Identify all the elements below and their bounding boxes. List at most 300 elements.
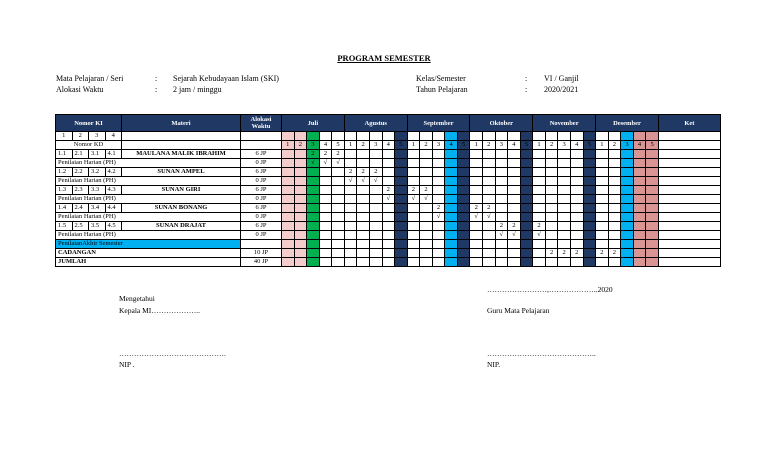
- week-cell: [470, 195, 483, 204]
- colon: :: [525, 85, 528, 94]
- kd-number: 2.1: [72, 150, 89, 159]
- materi-title: SUNAN GIRI: [122, 186, 241, 195]
- week-cell: [344, 195, 357, 204]
- week-cell: [407, 213, 420, 222]
- week-cell: [344, 258, 357, 267]
- week-cell: [621, 231, 634, 240]
- alokasi-value: 6 JP: [241, 186, 282, 195]
- week-cell: [457, 195, 470, 204]
- week-cell: [282, 186, 295, 195]
- week-cell: [558, 159, 571, 168]
- nomor-kd-label: Nomor KD: [56, 141, 122, 150]
- week-cell: [608, 195, 621, 204]
- week-cell: √: [357, 177, 370, 186]
- week-cell: [621, 258, 634, 267]
- summary-label: JUMLAH: [56, 258, 241, 267]
- week-cell: [357, 159, 370, 168]
- ket-cell: [658, 159, 720, 168]
- alokasi-value: [241, 240, 282, 249]
- week-cell: [294, 159, 307, 168]
- week-cell: [545, 213, 558, 222]
- week-cell: [369, 258, 382, 267]
- week-cell: [483, 222, 496, 231]
- week-cell: [307, 168, 320, 177]
- week-cell: [583, 159, 596, 168]
- week-cell: [395, 249, 408, 258]
- sign-right-nip: NIP.: [487, 360, 501, 369]
- week-cell: [483, 195, 496, 204]
- week-cell: [495, 204, 508, 213]
- week-cell: [445, 222, 458, 231]
- week-cell: [608, 222, 621, 231]
- week-cell: 2: [407, 186, 420, 195]
- week-cell: [282, 240, 295, 249]
- week-cell: [319, 195, 332, 204]
- ket-cell: [658, 168, 720, 177]
- week-cell: [633, 213, 646, 222]
- week-cell: [545, 204, 558, 213]
- week-cell: [495, 240, 508, 249]
- week-cell: [369, 240, 382, 249]
- week-cell: [307, 240, 320, 249]
- week-cell: [646, 132, 659, 141]
- week-cell: √: [483, 213, 496, 222]
- week-cell: [307, 258, 320, 267]
- document-title: PROGRAM SEMESTER: [337, 53, 431, 63]
- week-cell: [357, 222, 370, 231]
- penilaian-harian-label: Penilaian Harian (PH): [56, 231, 241, 240]
- week-cell: [407, 132, 420, 141]
- tahun-value: 2020/2021: [544, 85, 579, 94]
- week-cell: [533, 195, 546, 204]
- week-cell: [470, 222, 483, 231]
- week-cell: [382, 159, 395, 168]
- week-cell: [621, 159, 634, 168]
- week-cell: [545, 222, 558, 231]
- ket-cell: [658, 150, 720, 159]
- week-cell: [457, 186, 470, 195]
- week-cell: [483, 186, 496, 195]
- week-cell: [545, 168, 558, 177]
- week-cell: [332, 222, 345, 231]
- week-cell: [533, 213, 546, 222]
- week-cell: 2: [570, 249, 583, 258]
- week-cell: 2: [357, 168, 370, 177]
- week-number: 5: [332, 141, 345, 150]
- week-cell: [344, 132, 357, 141]
- week-cell: [583, 213, 596, 222]
- week-cell: [407, 177, 420, 186]
- week-cell: [483, 177, 496, 186]
- week-cell: [470, 150, 483, 159]
- week-cell: [420, 204, 433, 213]
- week-cell: [319, 231, 332, 240]
- week-cell: [608, 159, 621, 168]
- header-month: September: [407, 115, 470, 132]
- week-cell: [495, 186, 508, 195]
- week-cell: [570, 168, 583, 177]
- week-cell: [633, 240, 646, 249]
- kd-number: 2.3: [72, 186, 89, 195]
- week-cell: [420, 231, 433, 240]
- week-cell: [457, 132, 470, 141]
- week-cell: [445, 159, 458, 168]
- week-cell: [646, 258, 659, 267]
- week-cell: [369, 231, 382, 240]
- week-cell: [495, 213, 508, 222]
- week-cell: [332, 249, 345, 258]
- kd-number: 1.4: [56, 204, 73, 213]
- alokasi-value: 0 JP: [241, 231, 282, 240]
- kd-number: 3.5: [89, 222, 106, 231]
- week-number: 4: [445, 141, 458, 150]
- week-cell: [457, 231, 470, 240]
- week-cell: [420, 150, 433, 159]
- week-cell: [570, 240, 583, 249]
- week-cell: [583, 150, 596, 159]
- week-cell: [520, 222, 533, 231]
- week-cell: [395, 195, 408, 204]
- penilaian-harian-label: Penilaian Harian (PH): [56, 195, 241, 204]
- kd-number: 4.4: [105, 204, 122, 213]
- week-cell: [344, 213, 357, 222]
- week-cell: [282, 258, 295, 267]
- week-cell: 2: [420, 186, 433, 195]
- week-cell: [432, 168, 445, 177]
- week-cell: [369, 132, 382, 141]
- header-month: November: [533, 115, 596, 132]
- week-cell: [633, 249, 646, 258]
- week-cell: [633, 177, 646, 186]
- week-cell: [282, 177, 295, 186]
- week-cell: [332, 240, 345, 249]
- week-cell: [432, 159, 445, 168]
- ket-cell: [658, 222, 720, 231]
- week-cell: [558, 231, 571, 240]
- week-cell: 2: [533, 222, 546, 231]
- week-cell: [633, 222, 646, 231]
- week-cell: [633, 132, 646, 141]
- week-cell: √: [495, 231, 508, 240]
- week-cell: [558, 168, 571, 177]
- week-cell: [294, 213, 307, 222]
- week-cell: [483, 168, 496, 177]
- week-cell: [282, 159, 295, 168]
- week-cell: [382, 240, 395, 249]
- week-cell: [395, 204, 408, 213]
- week-cell: [545, 195, 558, 204]
- week-cell: [646, 249, 659, 258]
- week-cell: [457, 177, 470, 186]
- week-cell: [520, 168, 533, 177]
- week-cell: [457, 222, 470, 231]
- week-cell: [395, 240, 408, 249]
- week-number: 3: [495, 141, 508, 150]
- week-cell: [558, 150, 571, 159]
- week-cell: [294, 195, 307, 204]
- week-cell: [344, 222, 357, 231]
- week-cell: [596, 240, 609, 249]
- kd-number: 2.2: [72, 168, 89, 177]
- week-cell: [520, 240, 533, 249]
- week-number: 1: [533, 141, 546, 150]
- week-cell: [282, 195, 295, 204]
- week-cell: [445, 168, 458, 177]
- week-cell: 2: [470, 204, 483, 213]
- week-cell: [382, 177, 395, 186]
- header-alokasi: Alokasi Waktu: [241, 115, 282, 132]
- alokasi-value: 10 JP: [241, 249, 282, 258]
- week-cell: [533, 240, 546, 249]
- kd-number: 3.1: [89, 150, 106, 159]
- week-cell: [533, 249, 546, 258]
- week-cell: 2: [332, 150, 345, 159]
- header-month: Juli: [282, 115, 345, 132]
- kd-number: 3.2: [89, 168, 106, 177]
- week-cell: [495, 168, 508, 177]
- week-cell: [369, 186, 382, 195]
- tahun-label: Tahun Pelajaran: [416, 85, 468, 94]
- week-cell: [407, 231, 420, 240]
- kd-number: 3.4: [89, 204, 106, 213]
- colon: :: [525, 74, 528, 83]
- week-cell: [608, 231, 621, 240]
- week-cell: [470, 159, 483, 168]
- week-cell: [332, 168, 345, 177]
- summary-label: CADANGAN: [56, 249, 241, 258]
- week-cell: [508, 150, 521, 159]
- week-cell: [508, 249, 521, 258]
- week-cell: [457, 168, 470, 177]
- week-cell: 2: [558, 249, 571, 258]
- week-cell: [621, 186, 634, 195]
- week-cell: [420, 249, 433, 258]
- week-cell: [432, 240, 445, 249]
- header-month: Oktober: [470, 115, 533, 132]
- week-cell: [520, 249, 533, 258]
- week-cell: [608, 150, 621, 159]
- week-cell: [470, 240, 483, 249]
- week-number: 5: [520, 141, 533, 150]
- week-cell: [608, 168, 621, 177]
- week-cell: [319, 249, 332, 258]
- week-cell: [495, 177, 508, 186]
- week-number: 2: [420, 141, 433, 150]
- week-cell: [395, 186, 408, 195]
- week-cell: [294, 132, 307, 141]
- week-cell: [558, 222, 571, 231]
- week-cell: [307, 231, 320, 240]
- week-cell: [508, 168, 521, 177]
- week-cell: [357, 240, 370, 249]
- week-cell: [395, 258, 408, 267]
- week-cell: [282, 222, 295, 231]
- week-cell: [319, 222, 332, 231]
- ki-number: 3: [89, 132, 106, 141]
- week-cell: [332, 258, 345, 267]
- week-cell: [319, 186, 332, 195]
- ket-cell: [658, 132, 720, 141]
- ket-cell: [658, 204, 720, 213]
- week-cell: [596, 231, 609, 240]
- colon: :: [155, 74, 158, 83]
- week-cell: [344, 186, 357, 195]
- week-cell: [558, 132, 571, 141]
- week-cell: [483, 132, 496, 141]
- week-cell: [508, 204, 521, 213]
- week-cell: [508, 213, 521, 222]
- week-cell: [508, 159, 521, 168]
- week-cell: [646, 204, 659, 213]
- week-cell: [344, 240, 357, 249]
- week-cell: [294, 249, 307, 258]
- alokasi-value: 6 JP: [241, 222, 282, 231]
- week-cell: [420, 132, 433, 141]
- week-cell: [294, 204, 307, 213]
- week-cell: [457, 204, 470, 213]
- week-cell: [520, 186, 533, 195]
- week-cell: [407, 150, 420, 159]
- week-cell: [508, 132, 521, 141]
- materi-title: MAULANA MALIK IBRAHIM: [122, 150, 241, 159]
- kd-number: 2.5: [72, 222, 89, 231]
- ket-cell: [658, 177, 720, 186]
- week-cell: [558, 258, 571, 267]
- week-cell: [294, 258, 307, 267]
- week-number: 2: [357, 141, 370, 150]
- week-cell: [407, 168, 420, 177]
- week-cell: [432, 186, 445, 195]
- week-cell: 2: [382, 186, 395, 195]
- week-number: 2: [483, 141, 496, 150]
- week-cell: [395, 222, 408, 231]
- header-row: [56, 115, 721, 132]
- week-cell: [520, 195, 533, 204]
- week-cell: [621, 213, 634, 222]
- ket-cell: [658, 213, 720, 222]
- week-cell: [432, 177, 445, 186]
- week-cell: [420, 240, 433, 249]
- alokasi-value: 40 JP: [241, 258, 282, 267]
- week-number: 3: [307, 141, 320, 150]
- week-cell: [282, 204, 295, 213]
- week-cell: [369, 204, 382, 213]
- week-cell: [608, 186, 621, 195]
- week-cell: [545, 240, 558, 249]
- week-cell: √: [508, 231, 521, 240]
- week-cell: [432, 231, 445, 240]
- week-cell: [445, 240, 458, 249]
- kd-number: 4.2: [105, 168, 122, 177]
- week-cell: [445, 132, 458, 141]
- colon: :: [155, 85, 158, 94]
- ki-number: 1: [56, 132, 73, 141]
- week-cell: [319, 258, 332, 267]
- week-cell: [633, 204, 646, 213]
- week-number: 1: [344, 141, 357, 150]
- week-cell: [457, 150, 470, 159]
- week-cell: [608, 240, 621, 249]
- week-cell: 2: [545, 249, 558, 258]
- week-cell: [495, 195, 508, 204]
- week-cell: [319, 132, 332, 141]
- week-cell: [470, 132, 483, 141]
- week-cell: [583, 231, 596, 240]
- week-cell: [420, 258, 433, 267]
- week-cell: [357, 213, 370, 222]
- week-cell: [508, 240, 521, 249]
- week-cell: [495, 159, 508, 168]
- week-cell: √: [332, 159, 345, 168]
- week-cell: [533, 150, 546, 159]
- alokasi-value: 6 JP: [241, 168, 282, 177]
- week-number: 2: [545, 141, 558, 150]
- week-cell: 2: [508, 222, 521, 231]
- week-cell: [332, 231, 345, 240]
- week-cell: [369, 249, 382, 258]
- week-cell: [332, 204, 345, 213]
- week-cell: [395, 159, 408, 168]
- week-cell: [382, 249, 395, 258]
- week-cell: 2: [432, 204, 445, 213]
- week-number: 3: [369, 141, 382, 150]
- week-cell: [596, 159, 609, 168]
- week-cell: [369, 150, 382, 159]
- week-cell: [307, 186, 320, 195]
- penilaian-harian-label: Penilaian Harian (PH): [56, 213, 241, 222]
- alokasi-value: 2 jam / minggu: [173, 85, 222, 94]
- week-cell: [369, 195, 382, 204]
- week-cell: [357, 249, 370, 258]
- week-cell: [294, 240, 307, 249]
- week-cell: [432, 222, 445, 231]
- week-cell: [646, 213, 659, 222]
- week-number: 3: [621, 141, 634, 150]
- week-cell: [558, 177, 571, 186]
- week-cell: [369, 213, 382, 222]
- kd-number: 4.5: [105, 222, 122, 231]
- week-cell: [395, 150, 408, 159]
- week-cell: [282, 213, 295, 222]
- week-cell: [583, 168, 596, 177]
- sign-right-date: ……………………,………………..2020: [487, 285, 613, 294]
- week-cell: [395, 177, 408, 186]
- week-cell: √: [307, 159, 320, 168]
- week-cell: [483, 231, 496, 240]
- week-cell: [570, 186, 583, 195]
- week-cell: [533, 132, 546, 141]
- week-cell: [307, 213, 320, 222]
- week-cell: [457, 249, 470, 258]
- week-cell: [420, 222, 433, 231]
- ket-cell: [658, 141, 720, 150]
- week-cell: [596, 186, 609, 195]
- week-cell: [332, 186, 345, 195]
- week-cell: 2: [344, 168, 357, 177]
- week-cell: [633, 186, 646, 195]
- week-cell: [583, 204, 596, 213]
- week-cell: [570, 213, 583, 222]
- week-cell: [633, 231, 646, 240]
- materi-title: SUNAN BONANG: [122, 204, 241, 213]
- week-cell: [319, 168, 332, 177]
- mapel-value: Sejarah Kebudayaan Islam (SKI): [173, 74, 279, 83]
- week-cell: [646, 159, 659, 168]
- week-cell: [596, 204, 609, 213]
- week-cell: √: [533, 231, 546, 240]
- table-row: [56, 186, 721, 195]
- week-cell: [608, 204, 621, 213]
